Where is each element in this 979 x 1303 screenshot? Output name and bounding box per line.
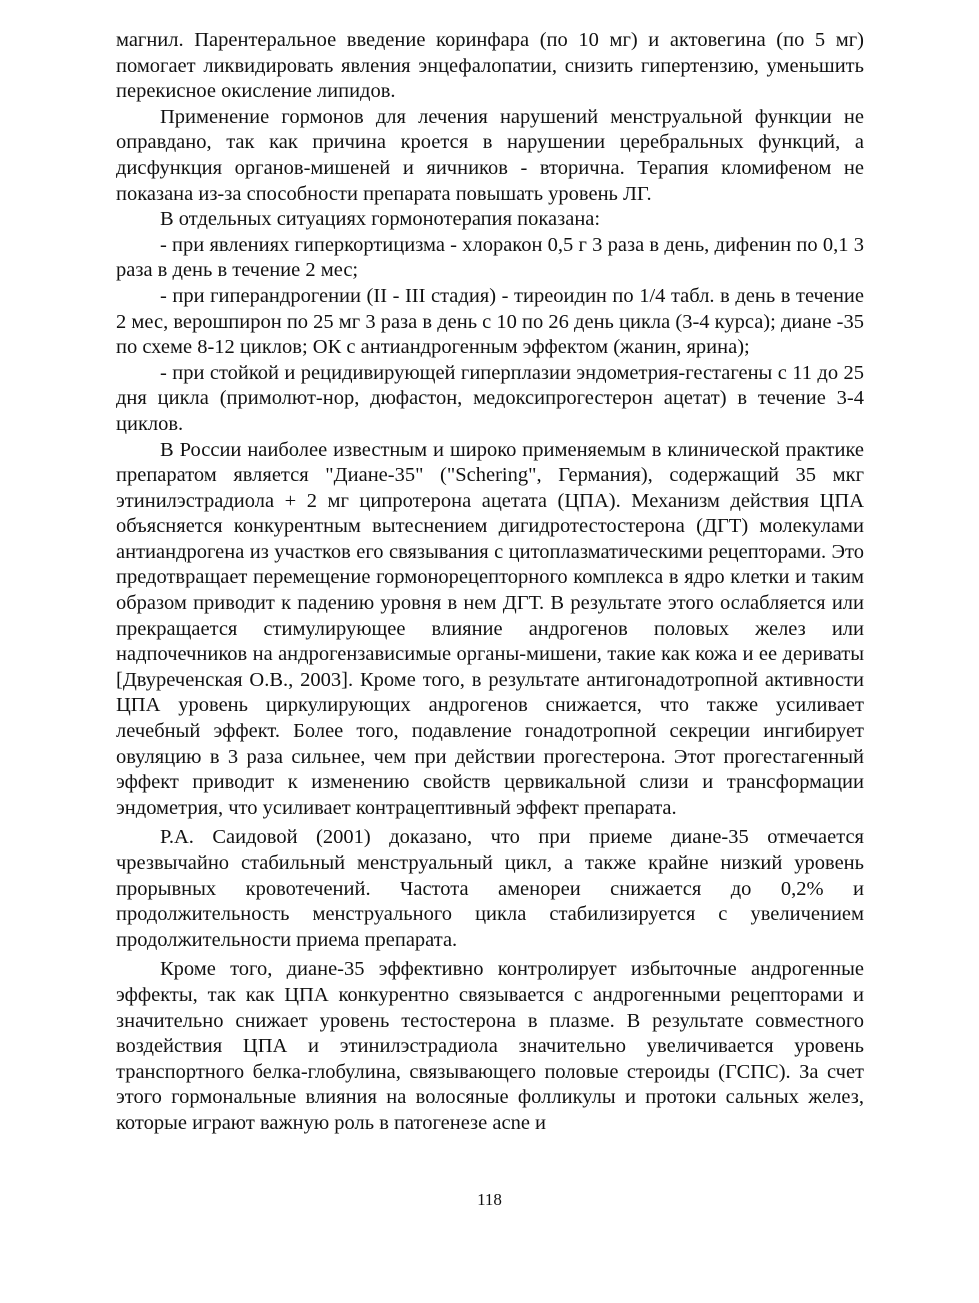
list-item-hypercorticism: - при явлениях гиперкортицизма - хлоракон 0,5 г 3 раза в день, дифенин по 0,1 3 раза в день в течение 2 мес; (116, 233, 864, 282)
list-item-hyperandrogenism: - при гиперандрогении (II - III стадия) - тиреоидин по 1/4 табл. в день в течение 2 мес, верошпирон по 25 мг 3 раза в день с 10 по 26 день цикла (3-4 курса); диане -35 по схеме 8-12 циклов; ОК с антиандрогенным эффектом (жанин, ярина); (116, 284, 864, 359)
paragraph-androgen-control: Кроме того, диане-35 эффективно контролирует избыточные андрогенные эффекты, так как ЦПА конкурентно связывается с андрогенными рецепторами и значительно снижает уровень тестостерона в плазме. В результате совместного воздействия ЦПА и этинилэстрадиола значительно увеличивается уровень транспортного белка-глобулина, связывающего половые стероиды (ГСПС). За счет этого гормональные влияния на волосяные фолликулы и протоки сальных желез, которые играют важную роль в патогенезе acne и (116, 958, 864, 1134)
paragraph-saidova-study: Р.А. Саидовой (2001) доказано, что при приеме диане-35 отмечается чрезвычайно стабильный менструальный цикл, а также крайне низкий уровень прорывных кровотечений. Частота аменореи снижается до 0,2% и продолжительность менструального цикла стабилизируется с увеличением продолжительности приема препарата. (116, 826, 864, 951)
document-body (116, 28, 864, 1137)
paragraph-hormone-therapy: Применение гормонов для лечения нарушений менструальной функции не оправдано, так как причина кроется в нарушении церебральных функций, а дисфункция органов-мишеней и яичников - вторична. Терапия кломифеном не показана из-за способности препарата повышать уровень ЛГ. (116, 105, 864, 205)
paragraph-continuation: магнил. Парентеральное введение коринфара (по 10 мг) и актовегина (по 5 мг) помогает ликвидировать явления энцефалопатии, снизить гипертензию, уменьшить перекисное окисление липидов. (116, 29, 864, 103)
paragraph-indications-intro: В отдельных ситуациях гормонотерапия показана: (160, 208, 601, 231)
list-item-endometrial-hyperplasia: - при стойкой и рецидивирующей гиперплазии эндометрия-гестагены с 11 до 25 дня цикла (примолют-нор, дюфастон, медоксипрогестерон ацетат) в течение 3-4 циклов. (116, 361, 864, 435)
paragraph-diane-35-mechanism: В России наиболее известным и широко применяемым в клинической практике препаратом является "Диане-35" ("Schering", Германия), содержащий 35 мкг этинилэстрадиола + 2 мг ципротерона ацетата (ЦПА). Механизм действия ЦПА объясняется конкурентным вытеснением дигидротестостерона (ДГТ) молекулами антиандрогена из участков его связывания с цитоплазматическими рецепторами. Это предотвращает перемещение гормонорецепторного комплекса в ядро клетки и таким образом приводит к падению уровня в нем ДГТ. В результате этого ослабляется или прекращается стимулирующее влияние андрогенов половых желез или надпочечников на андрогензависимые органы-мишени, такие как кожа и ее дериваты [Двуреченская О.В., 2003]. Кроме того, в результате антигонадотропной активности ЦПА уровень циркулирующих андрогенов снижается, что также усиливает лечебный эффект. Более того, подавление гонадотропной секреции ингибирует овуляцию в 3 раза сильнее, чем при действии прогестерона. Этот прогестагенный эффект приводит к изменению свойств цервикальной слизи и трансформации эндометрия, что усиливает контрацептивный эффект препарата. (116, 438, 864, 819)
page-number: 118 (477, 1190, 502, 1209)
